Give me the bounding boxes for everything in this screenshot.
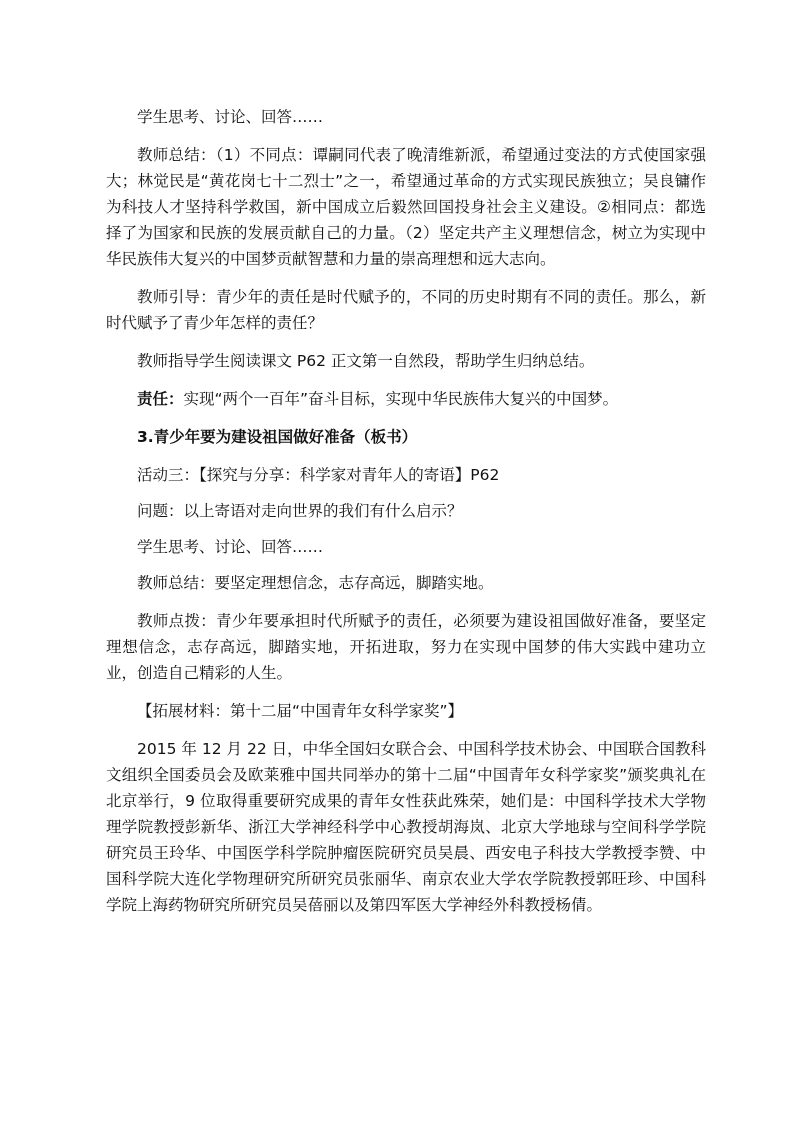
paragraph-reading-instruction: 教师指导学生阅读课文 P62 正文第一自然段，帮助学生归纳总结。 — [137, 352, 595, 370]
paragraph-question: 问题：以上寄语对走向世界的我们有什么启示？ — [137, 502, 463, 520]
paragraph-teacher-summary-1: 教师总结：（1）不同点：谭嗣同代表了晚清维新派，希望通过变法的方式使国家强大；林觉民是“黄花岗七十二烈士”之一，希望通过革命的方式实现民族独立；吴良镛作为科技人才坚持科学救国，新中国成立后毅然回国投身社会主义建设。②相同点：都选择了为国家和民族的发展贡献自己的力量。（2）坚定共产主义理想信念，树立为实现中华民族伟大复兴的中国梦贡献智慧和力量的崇高理想和远大志向。 — [106, 146, 706, 268]
paragraph-student-discussion-1: 学生思考、讨论、回答…… — [137, 108, 324, 126]
paragraph-activity-three: 活动三：【探究与分享：科学家对青年人的寄语】P62 — [137, 466, 500, 484]
paragraph-responsibility — [106, 386, 706, 412]
section-heading: 3.青少年要为建设祖国做好准备（板书） — [137, 428, 418, 446]
paragraph-teacher-tip: 教师点拨：青少年要承担时代所赋予的责任，必须要为建设祖国做好准备，要坚定理想信念，志存高远，脚踏实地，开拓进取，努力在实现中国梦的伟大实践中建功立业，创造自己精彩的人生。 — [106, 612, 706, 682]
paragraph-extension-body: 2015 年 12 月 22 日，中华全国妇女联合会、中国科学技术协会、中国联合国教科文组织全国委员会及欧莱雅中国共同举办的第十二届“中国青年女科学家奖”颁奖典礼在北京举行，9 位取得重要研究成果的青年女性获此殊荣，她们是：中国科学技术大学物理学院教授彭新华、浙江大学神经科学中心教授胡海岚、北京大学地球与空间科学学院研究员王玲华、中国医学科学院肿瘤医院研究员吴晨、西安电子科技大学教授李赞、中国科学院大连化学物理研究所研究员张丽华、南京农业大学农学院教授郭旺珍、中国科学院上海药物研究所研究员吴蓓丽以及第四军医大学神经外科教授杨倩。 — [106, 740, 706, 914]
responsibility-text: 实现“两个一百年”奋斗目标，实现中华民族伟大复兴的中国梦。 — [183, 390, 619, 408]
paragraph-student-discussion-2: 学生思考、讨论、回答…… — [137, 538, 324, 556]
paragraph-extension-title: 【拓展材料：第十二届“中国青年女科学家奖”】 — [137, 702, 464, 720]
paragraph-teacher-summary-2: 教师总结：要坚定理想信念，志存高远，脚踏实地。 — [137, 574, 494, 592]
document-page — [106, 104, 706, 930]
responsibility-label: 责任： — [137, 390, 184, 408]
paragraph-teacher-guide: 教师引导：青少年的责任是时代赋予的，不同的历史时期有不同的责任。那么，新时代赋予了青少年怎样的责任？ — [106, 288, 706, 332]
